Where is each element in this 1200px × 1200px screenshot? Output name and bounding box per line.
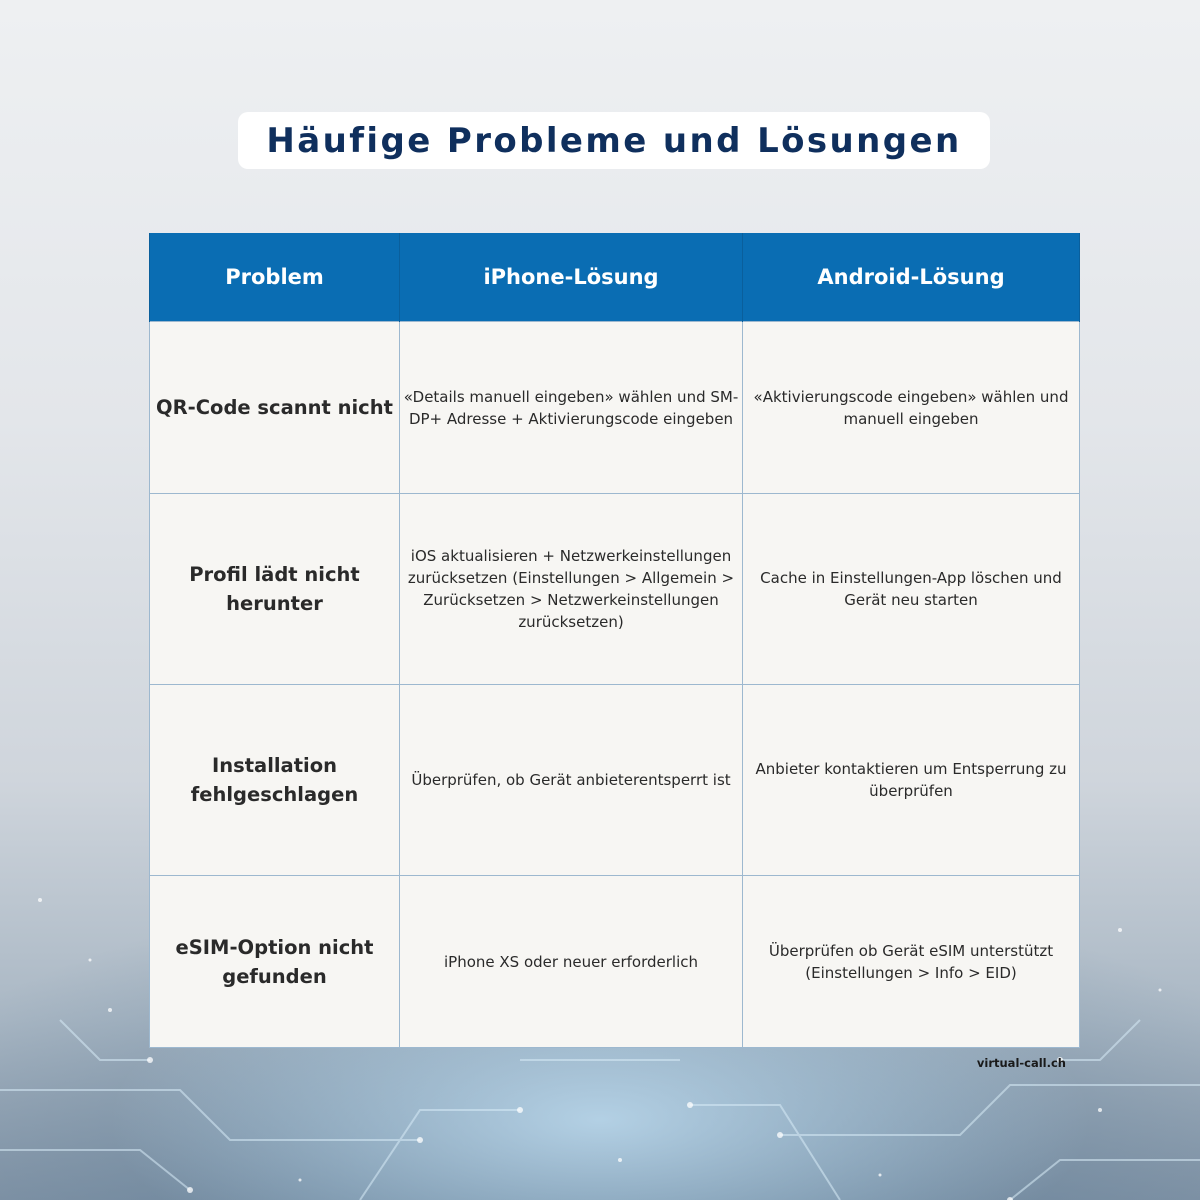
- header-android-solution: Android-Lösung: [743, 233, 1080, 322]
- iphone-solution-cell: iPhone XS oder neuer erforderlich: [400, 876, 743, 1048]
- problem-cell: Installation fehlgeschlagen: [150, 685, 400, 876]
- problem-cell: Profil lädt nicht herunter: [150, 494, 400, 685]
- source-watermark: virtual-call.ch: [976, 1056, 1066, 1070]
- page-title: Häufige Probleme und Lösungen: [266, 120, 962, 161]
- table-row: [150, 685, 1080, 876]
- problems-table: [149, 233, 1080, 1048]
- problem-cell: QR-Code scannt nicht: [150, 322, 400, 494]
- header-problem: Problem: [150, 233, 400, 322]
- android-solution-cell: Überprüfen ob Gerät eSIM unterstützt (Einstellungen > Info > EID): [743, 876, 1080, 1048]
- table-row: [150, 322, 1080, 494]
- title-banner: [238, 112, 990, 169]
- header-iphone-solution: iPhone-Lösung: [400, 233, 743, 322]
- problem-cell: eSIM-Option nicht gefunden: [150, 876, 400, 1048]
- android-solution-cell: «Aktivierungscode eingeben» wählen und manuell eingeben: [743, 322, 1080, 494]
- android-solution-cell: Cache in Einstellungen-App löschen und Gerät neu starten: [743, 494, 1080, 685]
- table-row: [150, 876, 1080, 1048]
- table-header-row: [150, 233, 1080, 322]
- iphone-solution-cell: iOS aktualisieren + Netzwerkeinstellungen zurücksetzen (Einstellungen > Allgemein > Zurücksetzen > Netzwerkeinstellungen zurücksetzen): [400, 494, 743, 685]
- table-row: [150, 494, 1080, 685]
- iphone-solution-cell: Überprüfen, ob Gerät anbieterentsperrt ist: [400, 685, 743, 876]
- android-solution-cell: Anbieter kontaktieren um Entsperrung zu überprüfen: [743, 685, 1080, 876]
- iphone-solution-cell: «Details manuell eingeben» wählen und SM-DP+ Adresse + Aktivierungscode eingeben: [400, 322, 743, 494]
